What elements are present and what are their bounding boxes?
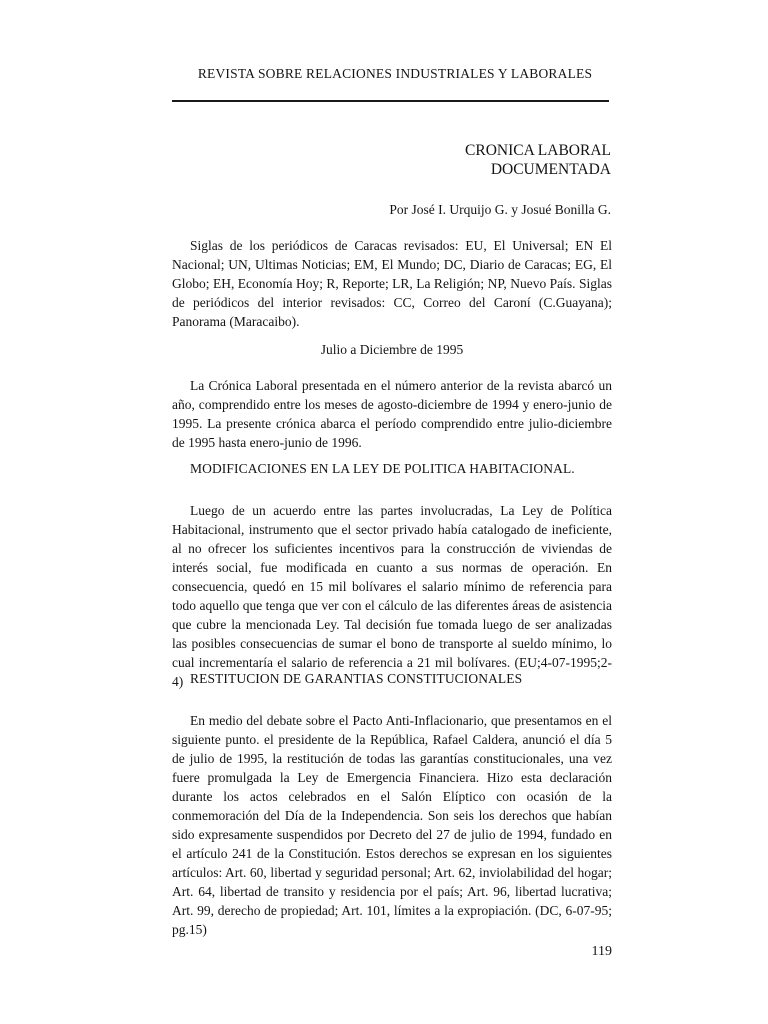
header-rule xyxy=(172,100,609,102)
section-body-garantias: En medio del debate sobre el Pacto Anti-Inflacionario, que presentamos en el siguiente punto. el presidente de la República, Rafael Caldera, anunció el día 5 de julio de 1995, la restitución de todas las garantías constitucionales, una vez fuere promulgada la Ley de Emergencia Financiera. Hizo esta declaración durante los actos celebrados en el Salón Elíptico con ocasión de la conmemoración del Día de la Independencia. Son seis los derechos que habían sido expresamente suspendidos por Decreto del 27 de julio de 1994, fundado en el artículo 241 de la Constitución. Estos derechos se expresan en los siguientes artículos: Art. 60, libertad y seguridad personal; Art. 62, inviolabilidad del hogar; Art. 64, libertad de transito y residencia por el país; Art. 96, libertad lucrativa; Art. 99, derecho de propiedad; Art. 101, límites a la expropiación. (DC, 6-07-95; pg.15) xyxy=(172,713,612,937)
running-header: REVISTA SOBRE RELACIONES INDUSTRIALES Y LABORALES xyxy=(197,66,593,81)
sigla-note: Siglas de los periódicos de Caracas revisados: EU, El Universal; EN El Nacional; UN, Ultimas Noticias; EM, El Mundo; DC, Diario de Caracas; EG, El Globo; EH, Economía Hoy; R, Reporte; LR, La Religión; NP, Nuevo País. Siglas de periódicos del interior revisados: CC, Correo del Caroní (C.Guayana); Panorama (Maracaibo). xyxy=(172,238,612,329)
title-line-1: CRONICA LABORAL xyxy=(465,142,611,159)
section-body-politica-habitacional: Luego de un acuerdo entre las partes involucradas, La Ley de Política Habitacional, instrumento que el sector privado había catalogado de ineficiente, al no ofrecer los suficientes incentivos para la construcción de viviendas de interés social, fue modificada en cuanto a sus normas de operación. En consecuencia, quedó en 15 mil bolívares el salario mínimo de referencia para todo aquello que tenga que ver con el cálculo de las diferentes áreas de asistencia que cubre la mencionada Ley. Tal decisión fue tomada luego de ser analizadas las posibles consecuencias de sumar el bono de transporte al sueldo mínimo, lo cual incrementaría el salario de referencia a 21 mil bolívares. (EU;4-07-1995;2-4) xyxy=(172,503,612,689)
page-number: 119 xyxy=(591,944,612,959)
article-title xyxy=(465,141,611,179)
intro-paragraph: La Crónica Laboral presentada en el número anterior de la revista abarcó un año, comprendido entre los meses de agosto-diciembre de 1994 y enero-junio de 1995. La presente crónica abarca el período comprendido entre julio-diciembre de 1995 hasta enero-junio de 1996. xyxy=(172,378,612,450)
title-line-2: DOCUMENTADA xyxy=(490,161,611,178)
section-heading-garantias: RESTITUCION DE GARANTIAS CONSTITUCIONALES xyxy=(190,671,523,686)
byline: Por José I. Urquijo G. y Josué Bonilla G. xyxy=(389,202,611,217)
period-line: Julio a Diciembre de 1995 xyxy=(320,342,464,357)
section-heading-politica-habitacional: MODIFICACIONES EN LA LEY DE POLITICA HABITACIONAL. xyxy=(190,461,575,476)
